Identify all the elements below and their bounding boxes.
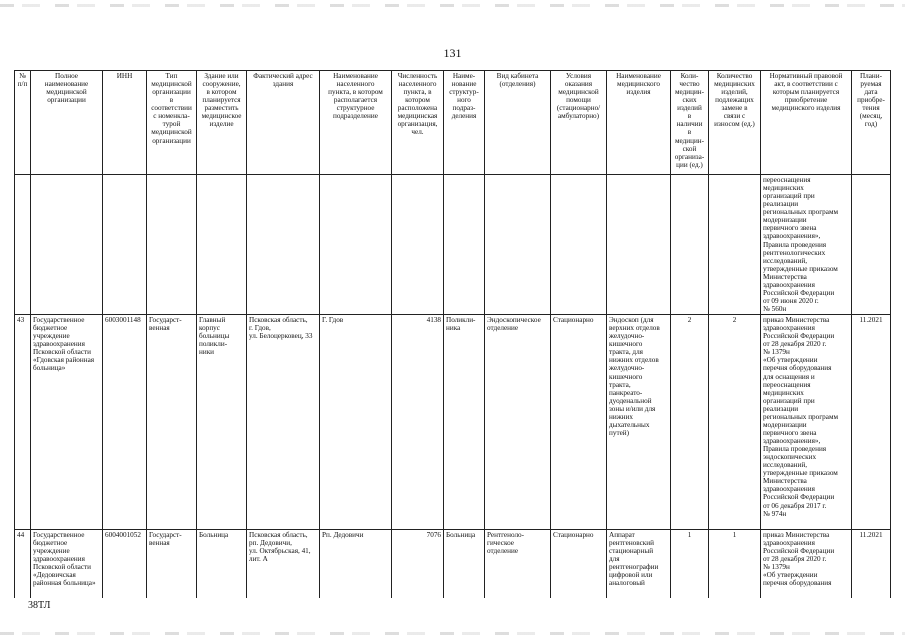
table-row-continuation <box>15 175 891 315</box>
cell-act: приказ Министерства здравоохранения Российской Федерации от 28 декабря 2020 г. № 1379н «Об утверждении перечня оборудования для оснащения и переоснащения медицинских организаций при реализации региональных программ модернизации первичного звена здравоохранения», Правила проведения эндоскопических исследований, утвержденные приказом Министерства здравоохранения Российской Федерации от 06 декабря 2017 г. № 974н <box>761 315 852 530</box>
header-unit: Наиме- нование структур- ного подраз- деления <box>444 71 485 175</box>
cell-org-name: Государственное бюджетное учреждение здравоохранения Псковской области «Гдовская районная больница» <box>31 315 103 530</box>
cell-device: Аппарат рентгеновский стационарный для рентгенографии цифровой или аналоговый <box>607 530 671 599</box>
cell-locality: Г. Гдов <box>320 315 392 530</box>
header-building: Здание или сооружение, в котором планируется разместить медицинское изделие <box>197 71 247 175</box>
cell-locality: Рп. Дедовичи <box>320 530 392 599</box>
cell-date: 11.2021 <box>852 530 891 599</box>
cell-conditions: Стационарно <box>551 315 607 530</box>
header-qty: Коли- чество медицин- ских изделий в наличии в медицин- ской организа- ции (ед.) <box>671 71 709 175</box>
header-org-type: Тип медицинской организации в соответствии с номенкла- турой медицинской организации <box>147 71 197 175</box>
header-address: Фактический адрес здания <box>247 71 320 175</box>
equipment-table <box>14 70 891 598</box>
header-num: № п/п <box>15 71 31 175</box>
header-locality: Наименование населенного пункта, в котором располагается структурное подразделение <box>320 71 392 175</box>
cell-conditions: Стационарно <box>551 530 607 599</box>
header-org-name: Полное наименование медицинской организации <box>31 71 103 175</box>
cell-cabinet: Рентгеноло- гическое отделение <box>485 530 551 599</box>
footer-code: 38ТЛ <box>28 600 51 611</box>
cell-unit: Поликли- ника <box>444 315 485 530</box>
cell-num: 43 <box>15 315 31 530</box>
cell-address: Псковская область, рп. Дедовичи, ул. Октябрьская, 41, лит. А <box>247 530 320 599</box>
header-replace: Количество медицинских изделий, подлежащих замене в связи с износом (ед.) <box>709 71 761 175</box>
cell-cabinet: Эндоскопическое отделение <box>485 315 551 530</box>
cell-unit: Больница <box>444 530 485 599</box>
cell-qty: 2 <box>671 315 709 530</box>
cell-device: Эндоскоп (для верхних отделов желудочно- кишечного тракта, для нижних отделов желудочно- кишечного тракта, панкреато- дуоденальной зоны и/или для нижних дыхательных путей) <box>607 315 671 530</box>
cell-inn: 6003001148 <box>103 315 147 530</box>
cell-date: 11.2021 <box>852 315 891 530</box>
cell-act-continuation: переоснащения медицинских организаций при реализации региональных программ модернизации первичного звена здравоохранения», Правила проведения рентгенологических исследований, утвержденные приказом Министерства здравоохранения Российской Федерации от 09 июня 2020 г. № 560н <box>761 175 852 315</box>
page-number: 131 <box>443 46 462 60</box>
cell-num: 44 <box>15 530 31 599</box>
scan-artifact-top <box>0 4 905 7</box>
cell-act: приказ Министерства здравоохранения Российской Федерации от 28 декабря 2020 г. № 1379н «Об утверждении перечня оборудования <box>761 530 852 599</box>
header-date: Плани- руемая дата приобре- тения (месяц, год) <box>852 71 891 175</box>
table-row <box>15 530 891 599</box>
table-row <box>15 315 891 530</box>
cell-org-type: Государст- венная <box>147 315 197 530</box>
cell-replace: 2 <box>709 315 761 530</box>
cell-org-type: Государст- венная <box>147 530 197 599</box>
header-device: Наименование медицинского изделия <box>607 71 671 175</box>
header-cabinet: Вид кабинета (отделения) <box>485 71 551 175</box>
cell-address: Псковская область, г. Гдов, ул. Белоцерковец, 33 <box>247 315 320 530</box>
cell-building: Больница <box>197 530 247 599</box>
cell-org-name: Государственное бюджетное учреждение здравоохранения Псковской области «Дедовичская районная больница» <box>31 530 103 599</box>
table-header-row <box>15 71 891 175</box>
cell-population: 7076 <box>392 530 444 599</box>
cell-qty: 1 <box>671 530 709 599</box>
cell-building: Главный корпус больницы поликли- ники <box>197 315 247 530</box>
scan-artifact-bottom <box>0 632 905 635</box>
cell-population: 4138 <box>392 315 444 530</box>
header-population: Численность населенного пункта, в котором расположена медицинская организация, чел. <box>392 71 444 175</box>
cell-replace: 1 <box>709 530 761 599</box>
header-inn: ИНН <box>103 71 147 175</box>
header-act: Нормативный правовой акт, в соответствии с которым планируется приобретение медицинского изделия <box>761 71 852 175</box>
header-conditions: Условия оказания медицинской помощи (стационарно/ амбулаторно) <box>551 71 607 175</box>
cell-inn: 6004001052 <box>103 530 147 599</box>
